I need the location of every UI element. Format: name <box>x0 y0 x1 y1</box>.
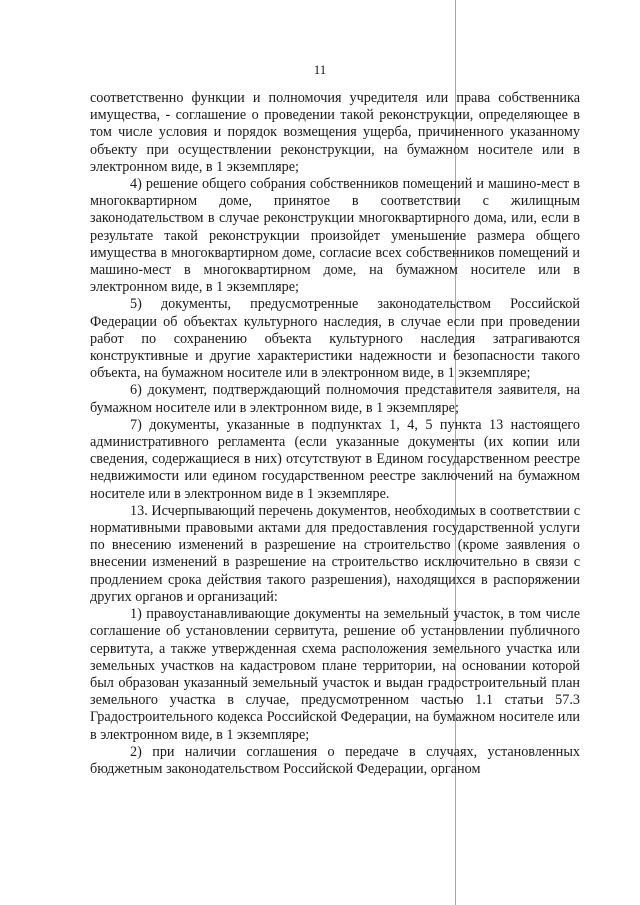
paragraph-section-13-item-2: 2) при наличии соглашения о передаче в случаях, установленных бюджетным законодательством Российской Федерации, органом <box>90 743 580 777</box>
paragraph-item-7: 7) документы, указанные в подпунктах 1, 4, 5 пункта 13 настоящего административного регламента (если указанные документы (их копии или сведения, содержащиеся в них) отсутствуют в Едином государственном реестре недвижимости или едином государственном реестре заключений на бумажном носителе или в электронном виде в 1 экземпляре. <box>90 416 580 502</box>
paragraph-item-5: 5) документы, предусмотренные законодательством Российской Федерации об объектах культурного наследия, в случае если при проведении работ по сохранению объекта культурного наследия затрагиваются конструктивные и другие характеристики надежности и безопасности такого объекта, на бумажном носителе или в электронном виде, в 1 экземпляре; <box>90 296 580 382</box>
page-number: 11 <box>313 62 327 77</box>
paragraph-item-6: 6) документ, подтверждающий полномочия представителя заявителя, на бумажном носителе или в электронном виде, в 1 экземпляре; <box>90 382 580 416</box>
document-body <box>90 90 580 778</box>
paragraph-section-13: 13. Исчерпывающий перечень документов, необходимых в соответствии с нормативными правовыми актами для предоставления государственной услуги по внесению изменений в разрешение на строительство (кроме заявления о внесении изменений в разрешение на строительство исключительно в связи с продлением срока действия такого разрешения), находящихся в распоряжении других органов и организаций: <box>90 502 580 605</box>
paragraph-continuation: соответственно функции и полномочия учредителя или права собственника имущества, - соглашение о проведении такой реконструкции, определяющее в том числе условия и порядок возмещения ущерба, причиненного указанному объекту при осуществлении реконструкции, на бумажном носителе или в электронном виде, в 1 экземпляре; <box>90 90 580 175</box>
paragraph-section-13-item-1: 1) правоустанавливающие документы на земельный участок, в том числе соглашение об установлении сервитута, решение об установлении публичного сервитута, а также утвержденная схема расположения земельного участка или земельных участков на кадастровом плане территории, на основании которой был образован указанный земельный участок и выдан градостроительный план земельного участка в случае, предусмотренном частью 1.1 статьи 57.3 Градостроительного кодекса Российской Федерации, на бумажном носителе или в электронном виде, в 1 экземпляре; <box>90 606 580 743</box>
paragraph-item-4: 4) решение общего собрания собственников помещений и машино-мест в многоквартирном доме, принятое в соответствии с жилищным законодательством в случае реконструкции многоквартирного дома, или, если в результате такой реконструкции произойдет уменьшение размера общего имущества в многоквартирном доме, согласие всех собственников помещений и машино-мест в многоквартирном доме, на бумажном носителе или в электронном виде, в 1 экземпляре; <box>90 176 580 296</box>
